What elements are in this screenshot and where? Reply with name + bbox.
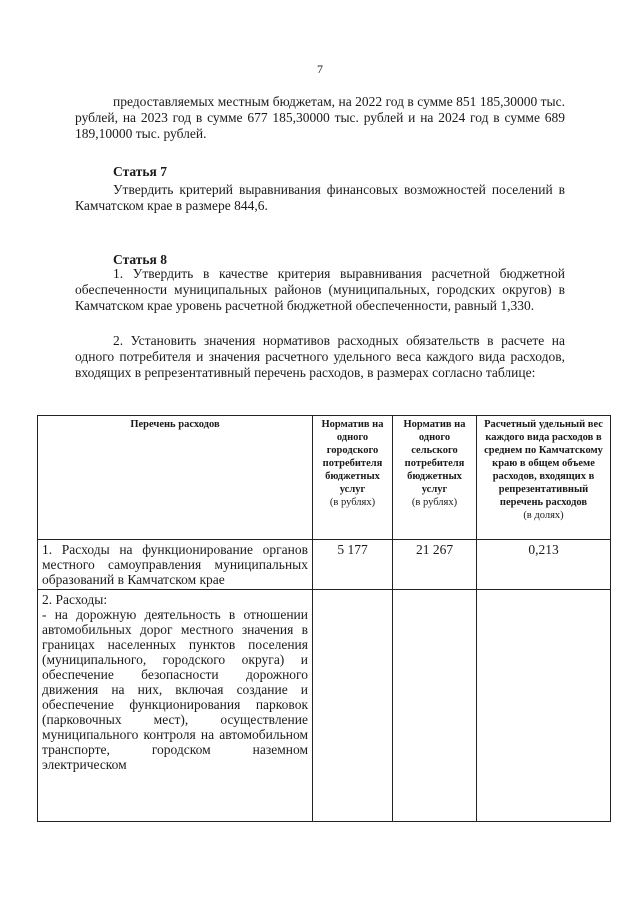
- row-2-rural-value: [393, 590, 477, 822]
- table-row: [38, 540, 611, 590]
- article-7-text: Утвердить критерий выравнивания финансовых возможностей поселений в Камчатском крае в размере 844,6.: [75, 182, 565, 213]
- header-rural-norm: Норматив на одного сельского потребителя бюджетных услуг (в рублях): [393, 416, 477, 540]
- article-8-heading: Статья 8: [113, 252, 167, 267]
- row-2-name: [38, 590, 313, 822]
- row-2-title: 2. Расходы:: [42, 592, 108, 607]
- intro-paragraph: предоставляемых местным бюджетам, на 2022 год в сумме 851 185,30000 тыс. рублей, на 2023 год в сумме 677 185,30000 тыс. рублей и на 2024 год в сумме 689 189,10000 тыс. рублей.: [75, 94, 565, 141]
- header-weight: Расчетный удельный вес каждого вида расходов в среднем по Камчатскому краю в общем объеме расходов, входящих в репрезентативный перечень расходов (в долях): [477, 416, 611, 540]
- expenditure-table: [37, 415, 611, 822]
- article-8-paragraph-1: 1. Утвердить в качестве критерия выравнивания расчетной бюджетной обеспеченности муниципальных районов (муниципальных, городских округов) в Камчатском крае уровень расчетной бюджетной обеспеченности, равный 1,330.: [75, 266, 565, 313]
- row-1-urban-value: 5 177: [313, 540, 393, 590]
- header-urban-norm: Норматив на одного городского потребителя бюджетных услуг (в рублях): [313, 416, 393, 540]
- article-8-paragraph-2: 2. Установить значения нормативов расходных обязательств в расчете на одного потребителя и значения расчетного удельного веса каждого вида расходов, входящих в репрезентативный перечень расходов, в размерах согласно таблице:: [75, 333, 565, 380]
- page-number: 7: [317, 62, 323, 76]
- article-7-heading: Статья 7: [113, 164, 167, 179]
- row-1-rural-value: 21 267: [393, 540, 477, 590]
- table-header-row: [38, 416, 611, 540]
- row-2-weight-value: [477, 590, 611, 822]
- row-1-name: 1. Расходы на функционирование органов местного самоуправления муниципальных образований в Камчатском крае: [38, 540, 313, 590]
- row-2-urban-value: [313, 590, 393, 822]
- header-expense-list: Перечень расходов: [38, 416, 313, 540]
- row-1-weight-value: 0,213: [477, 540, 611, 590]
- row-2-description: - на дорожную деятельность в отношении автомобильных дорог местного значения в границах населенных пунктов поселения (муниципального, городского округа) и обеспечение безопасности дорожного движения на них, включая создание и обеспечение функционирования парковок (парковочных мест), осуществление муниципального контроля на автомобильном транспорте, городском наземном электрическом: [42, 607, 308, 772]
- table-row: [38, 590, 611, 822]
